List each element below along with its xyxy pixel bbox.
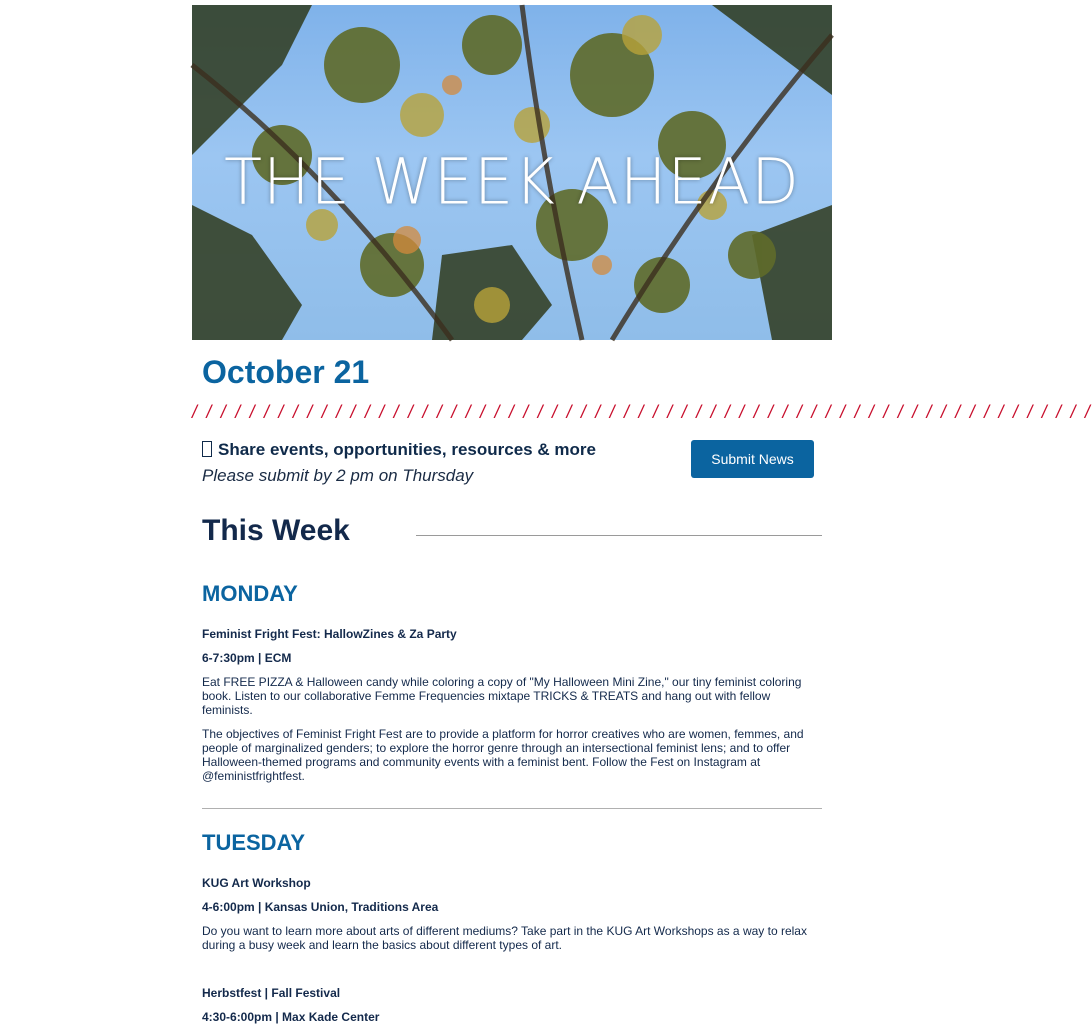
event-title: Herbstfest | Fall Festival [202,986,341,1000]
document-icon [202,441,212,457]
day-heading-tuesday: TUESDAY [202,830,306,855]
share-heading [202,440,596,460]
event-description: Eat FREE PIZZA & Halloween candy while coloring a copy of "My Halloween Mini Zine," our tiny feminist coloring book. Listen to our collaborative Femme Frequencies mixtape TRICKS & TREATS and hang out with fellow feminists. [202,675,802,717]
event-description: Do you want to learn more about arts of different mediums? Take part in the KUG Art Workshops as a way to relax during a busy week and learn the basics about different types of art. [202,924,807,952]
event-title: Feminist Fright Fest: HallowZines & Za Party [202,627,457,641]
event-description: The objectives of Feminist Fright Fest are to provide a platform for horror creatives who are women, femmes, and people of marginalized genders; to explore the horror genre through an intersectional feminist lens; and to offer Halloween-themed programs and community events with a feminist bent. Follow the Fest on Instagram at @feministfrightfest. [202,727,804,783]
submit-deadline: Please submit by 2 pm on Thursday [202,466,474,485]
event-title: KUG Art Workshop [202,876,311,890]
event-time: 4-6:00pm | Kansas Union, Traditions Area [202,900,439,914]
day-heading-monday: MONDAY [202,581,298,606]
newsletter-date: October 21 [202,354,370,390]
share-text: Share events, opportunities, resources & more [218,440,596,459]
event-time: 6-7:30pm | ECM [202,651,292,665]
hero-title: THE WEEK AHEAD [224,144,800,219]
hero-banner [192,5,832,340]
section-divider [416,535,822,536]
day-divider [202,808,822,809]
section-title: This Week [202,514,350,547]
submit-news-button[interactable]: Submit News [691,440,814,478]
event-time: 4:30-6:00pm | Max Kade Center [202,1010,380,1024]
divider-slashes: / / / / / / / / / / / / / / / / / / / / / / / / / / / / / / / / / / / / / / / / / / / / / / / / / / / / / / / / / / / / / / / [192,402,1092,422]
